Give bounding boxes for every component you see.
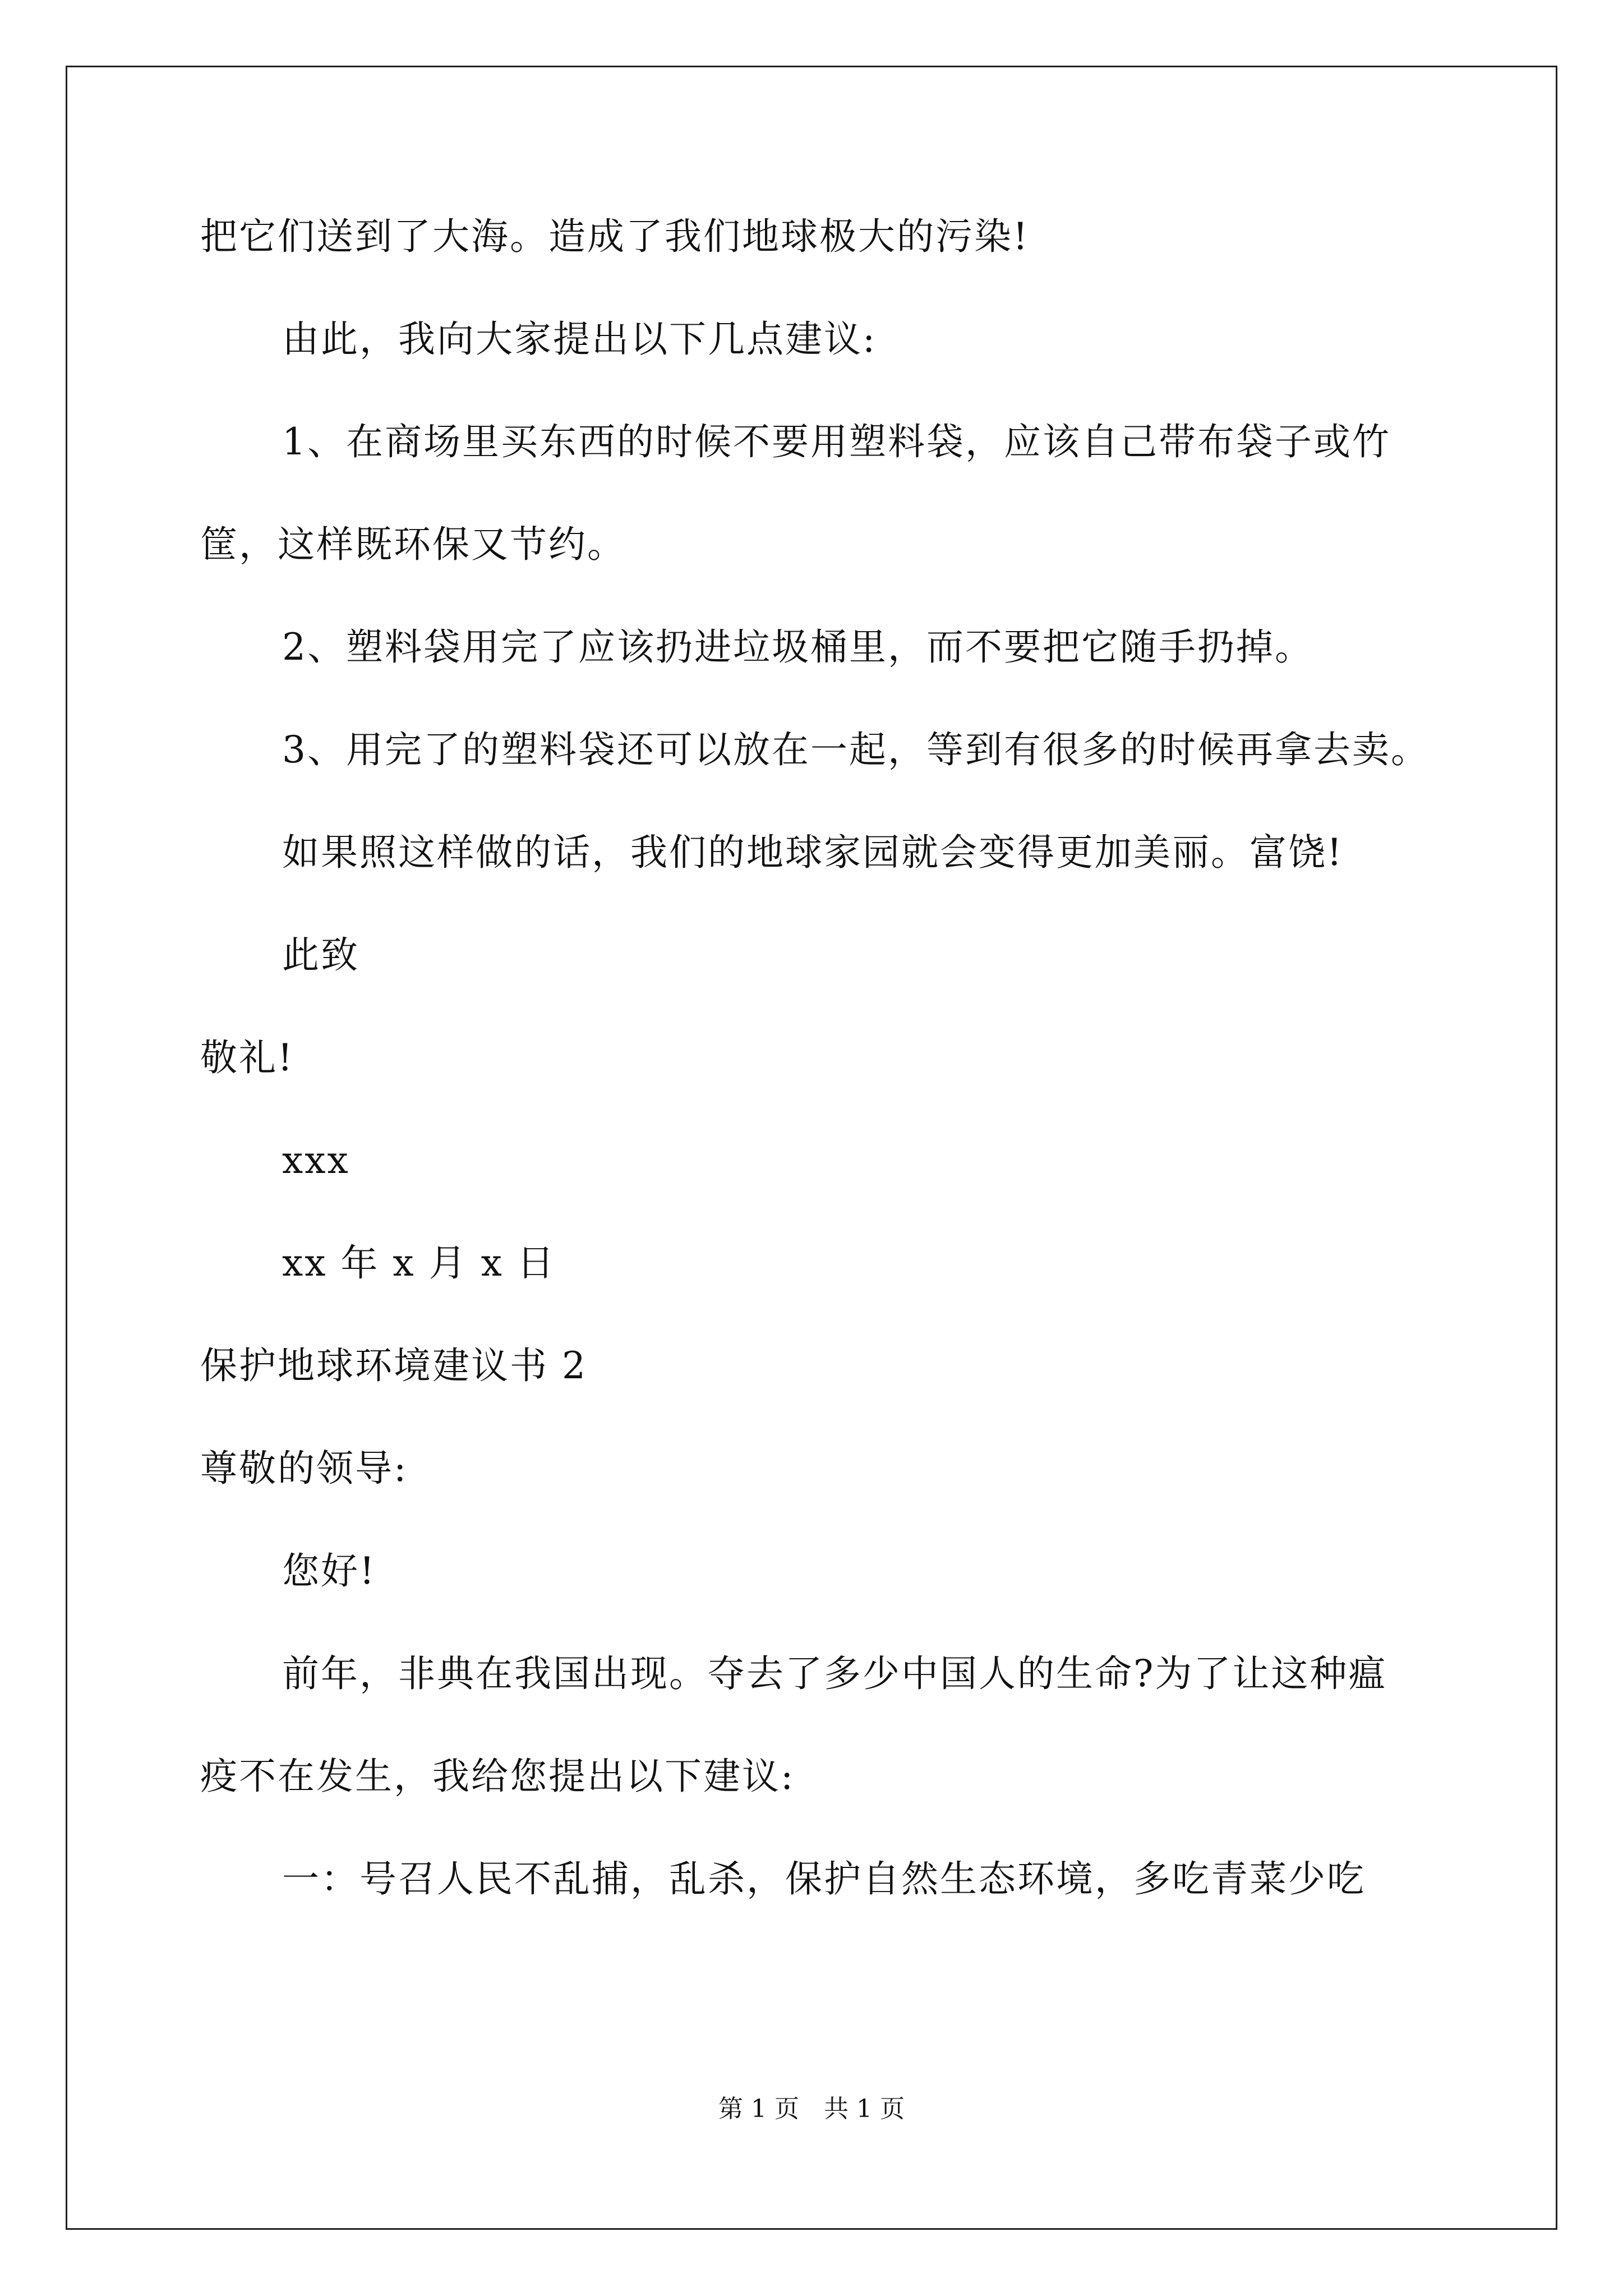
section-title: 保护地球环境建议书 2 <box>200 1344 587 1387</box>
body-line-2: 由此，我向大家提出以下几点建议: <box>282 318 877 361</box>
signature-name: xxx <box>282 1139 350 1182</box>
letter-greeting: 尊敬的领导: <box>200 1447 408 1490</box>
closing-salutation: 此致 <box>282 933 359 977</box>
body-line-7: 如果照这样做的话，我们的地球家园就会变得更加美丽。富饶! <box>282 831 1344 874</box>
closing-regards: 敬礼! <box>200 1036 294 1079</box>
body-line-17: 一：号召人民不乱捕，乱杀，保护自然生态环境，多吃青菜少吃 <box>282 1857 1366 1901</box>
body-line-4: 筐，这样既环保又节约。 <box>200 523 626 566</box>
body-line-6: 3、用完了的塑料袋还可以放在一起，等到有很多的时候再拿去卖。 <box>282 728 1430 771</box>
page-footer: 第 1 页 共 1 页 <box>718 2095 905 2123</box>
body-line-16: 疫不在发生，我给您提出以下建议: <box>200 1755 795 1798</box>
body-line-15: 前年，非典在我国出现。夺去了多少中国人的生命?为了让这种瘟 <box>282 1652 1387 1695</box>
signature-date: xx 年 x 月 x 日 <box>282 1241 556 1285</box>
body-line-3: 1、在商场里买东西的时候不要用塑料袋，应该自己带布袋子或竹 <box>282 420 1391 463</box>
body-line-5: 2、塑料袋用完了应该扔进垃圾桶里，而不要把它随手扔掉。 <box>282 625 1313 669</box>
letter-hello: 您好! <box>282 1549 376 1593</box>
body-line-1: 把它们送到了大海。造成了我们地球极大的污染! <box>200 215 1030 258</box>
